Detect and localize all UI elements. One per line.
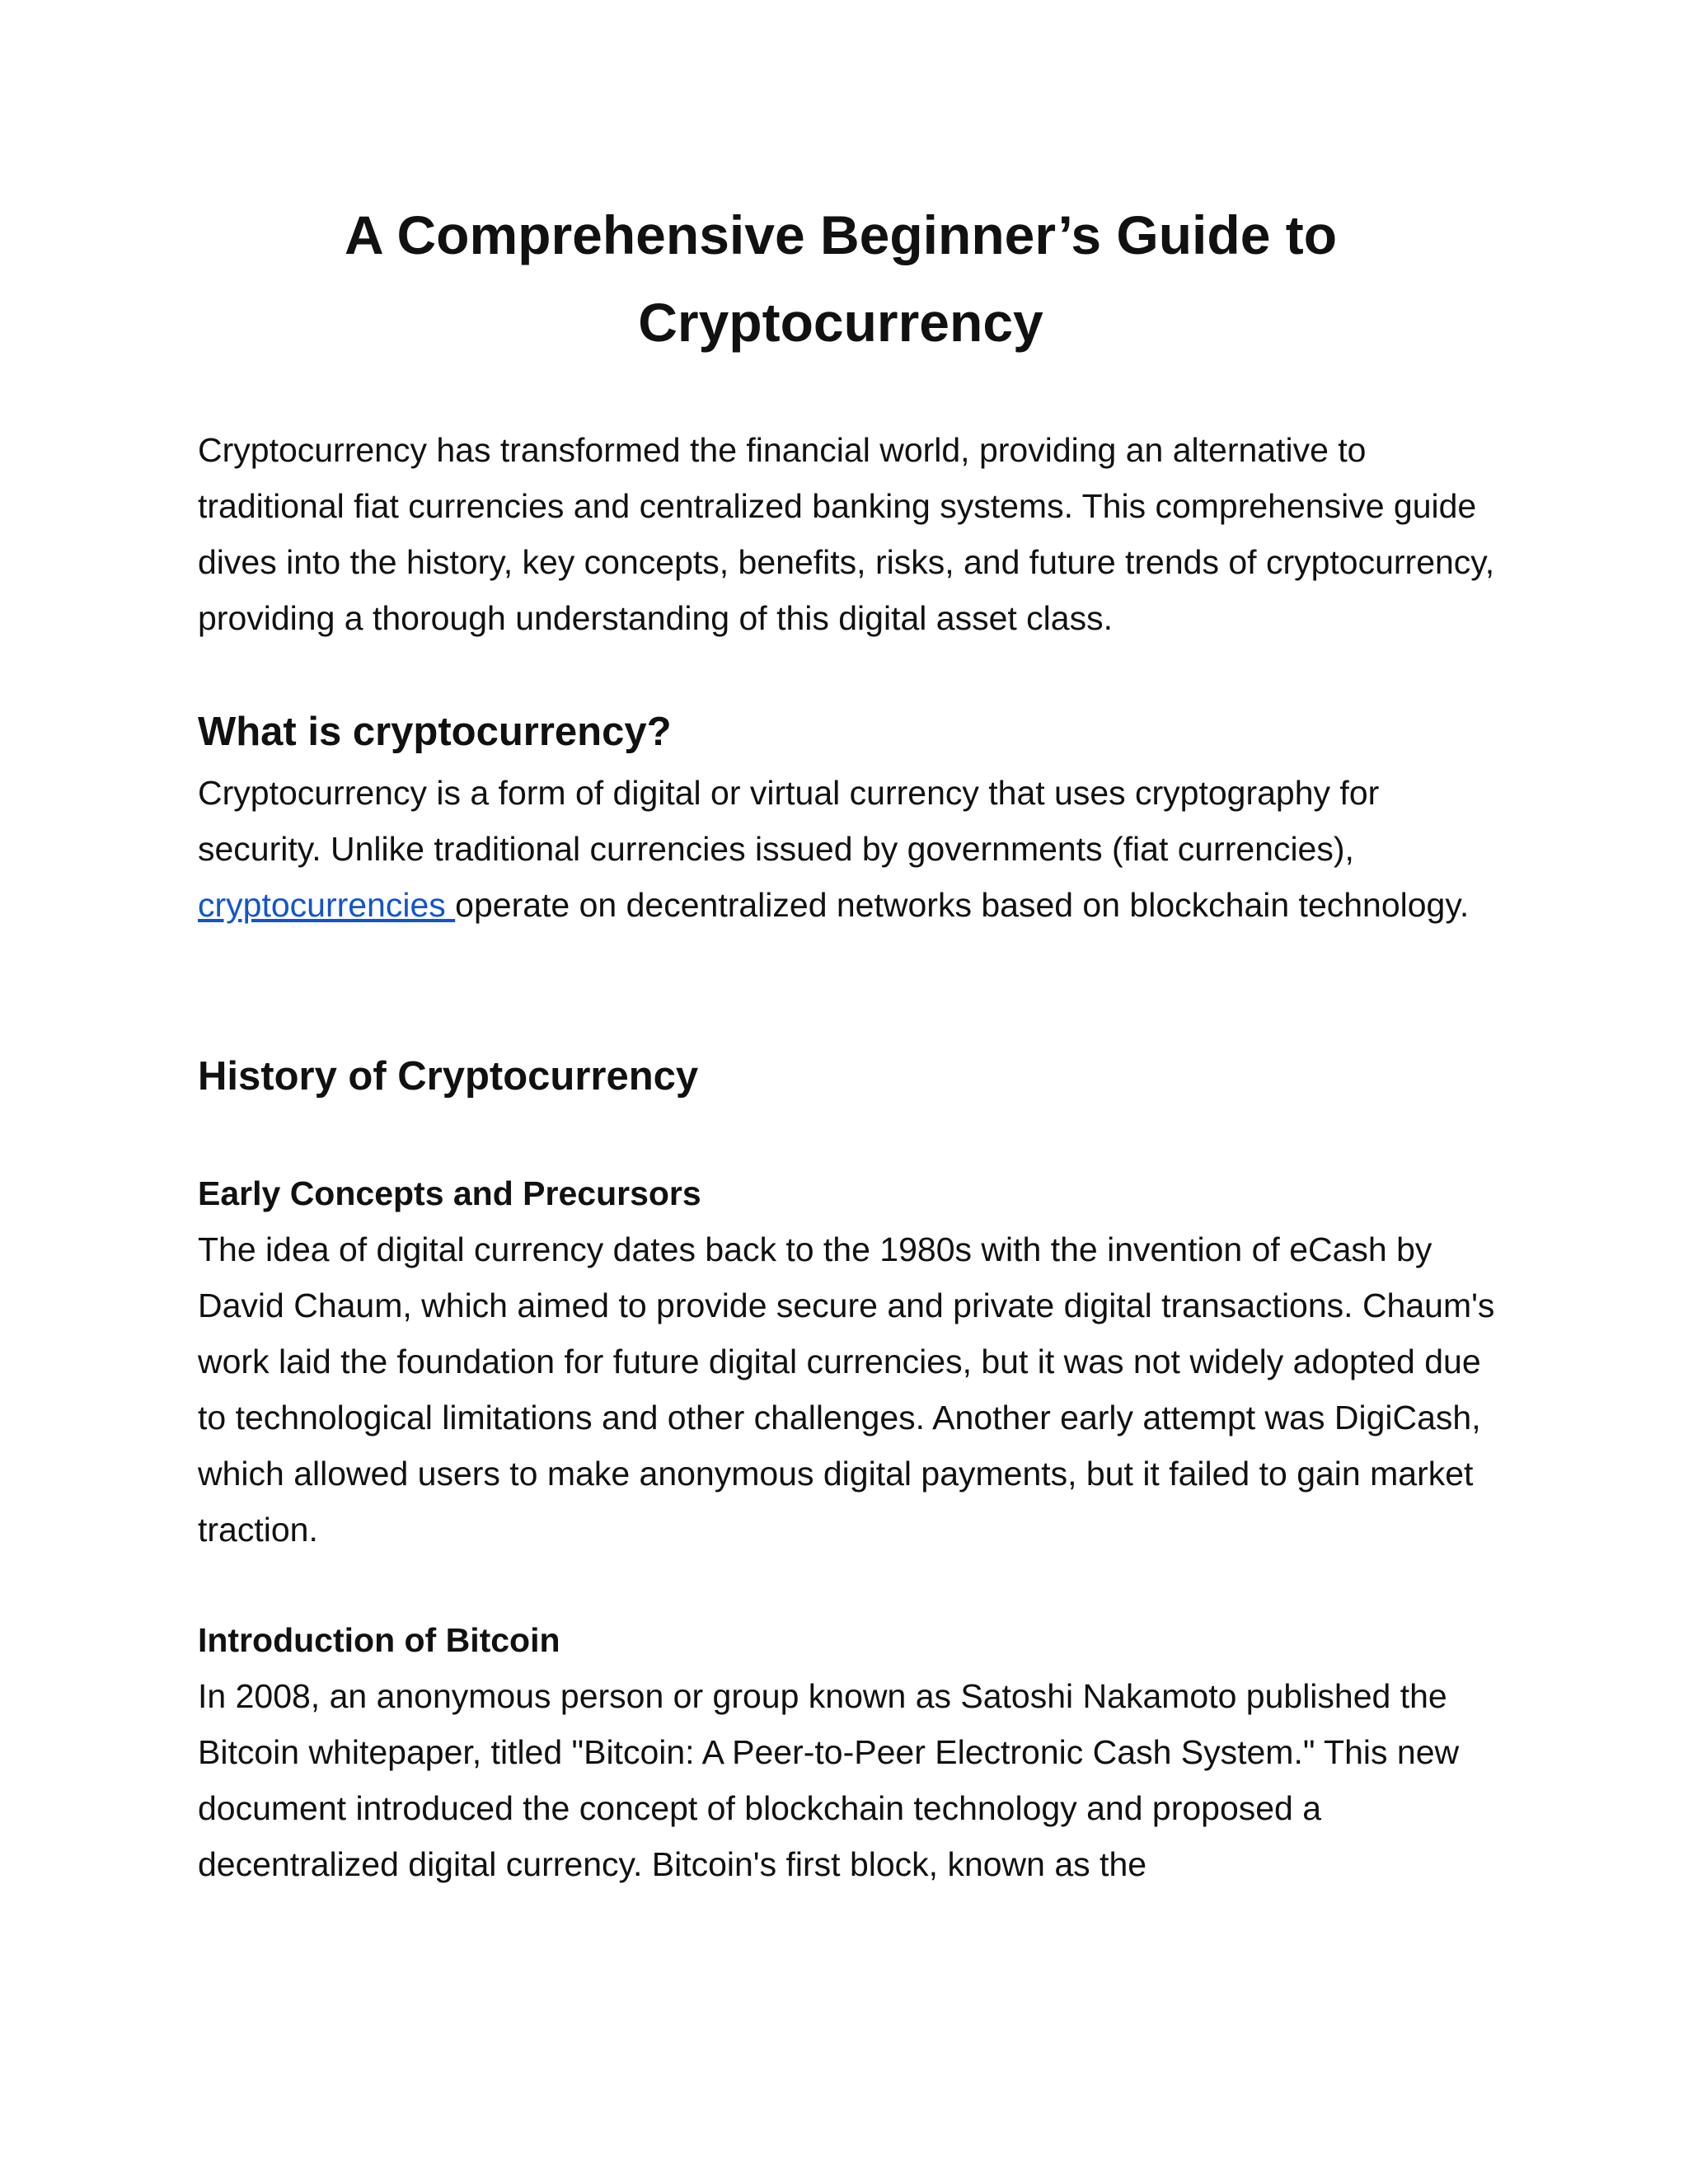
what-is-text-after-link: operate on decentralized networks based on blockchain technology. — [455, 886, 1470, 924]
bitcoin-paragraph: In 2008, an anonymous person or group known as Satoshi Nakamoto published the Bitcoin whitepaper, titled "Bitcoin: A Peer-to-Peer Electronic Cash System." This new document introduced the concept of blockchain technology and proposed a decentralized digital currency. Bitcoin's first block, known as the — [198, 1677, 1460, 1883]
subsection-heading-bitcoin: Introduction of Bitcoin — [198, 1621, 560, 1659]
section-heading-what-is: What is cryptocurrency? — [198, 710, 672, 754]
document-title: A Comprehensive Beginner’s Guide to Cryptocurrency — [344, 204, 1338, 353]
early-concepts-paragraph: The idea of digital currency dates back to the 1980s with the invention of eCash by David Chaum, which aimed to provide secure and private digital transactions. Chaum's work laid the foundation for future digital currencies, but it was not widely adopted due to technological limitations and other challenges. Another early attempt was DigiCash, which allowed users to make anonymous digital payments, but it failed to gain market traction. — [198, 1230, 1495, 1549]
subsection-heading-early-concepts: Early Concepts and Precursors — [198, 1174, 701, 1212]
intro-paragraph: Cryptocurrency has transformed the financial world, providing an alternative to traditional fiat currencies and centralized banking systems. This comprehensive guide dives into the history, key concepts, benefits, risks, and future trends of cryptocurrency, providing a thorough understanding of this digital asset class. — [198, 431, 1495, 637]
what-is-paragraph — [198, 765, 1500, 933]
section-heading-history: History of Cryptocurrency — [198, 1054, 699, 1099]
what-is-text-before-link: Cryptocurrency is a form of digital or virtual currency that uses cryptography for security. Unlike traditional currencies issued by governments (fiat currencies), — [198, 774, 1380, 868]
cryptocurrencies-link[interactable]: cryptocurrencies — [198, 886, 456, 924]
